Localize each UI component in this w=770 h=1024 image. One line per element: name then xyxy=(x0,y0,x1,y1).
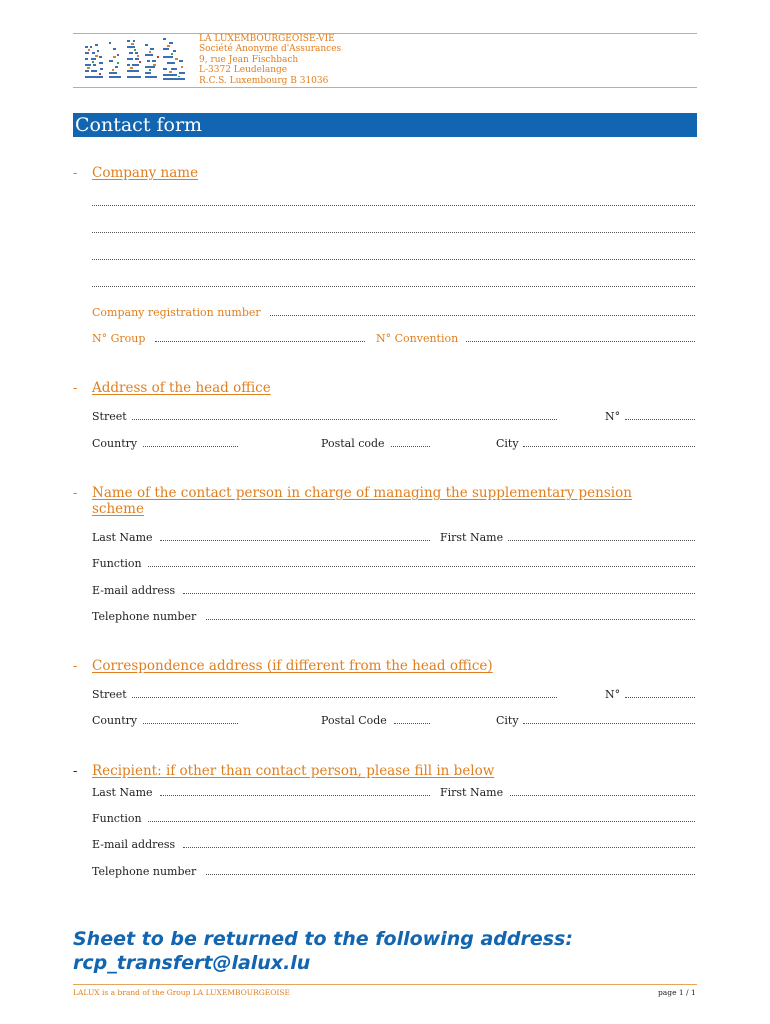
return-email-link[interactable]: rcp_transfert@lalux.lu xyxy=(73,952,311,974)
city-label: City xyxy=(496,437,519,450)
company-street-line: 9, rue Jean Fischbach xyxy=(199,54,299,65)
recipient-function-field[interactable] xyxy=(148,821,695,822)
registration-number-label: Company registration number xyxy=(92,306,261,319)
corr-country-field[interactable] xyxy=(143,723,238,724)
footer-rule xyxy=(73,984,697,985)
section-heading-company: Company name xyxy=(92,165,199,181)
corr-city-label: City xyxy=(496,714,519,727)
company-name-line: LA LUXEMBOURGEOISE-VIE xyxy=(199,34,335,44)
company-name-line-1[interactable] xyxy=(92,205,695,206)
email-label: E-mail address xyxy=(92,584,176,597)
group-number-label: N° Group xyxy=(92,332,146,345)
first-name-label: First Name xyxy=(440,531,504,544)
recipient-first-name-field[interactable] xyxy=(510,795,695,796)
company-city-line: L-3372 Leudelange xyxy=(199,65,288,76)
first-name-field[interactable] xyxy=(508,540,695,541)
recipient-phone-field[interactable] xyxy=(206,874,695,875)
convention-number-field[interactable] xyxy=(466,341,695,342)
recipient-first-name-label: First Name xyxy=(440,786,504,799)
function-field[interactable] xyxy=(148,566,695,567)
phone-label: Telephone number xyxy=(92,610,197,623)
company-name-line-2[interactable] xyxy=(92,232,695,233)
postal-code-label: Postal code xyxy=(321,437,385,450)
phone-field[interactable] xyxy=(206,619,695,620)
page-title: Contact form xyxy=(75,114,203,136)
recipient-function-label: Function xyxy=(92,812,142,825)
company-name-line-3[interactable] xyxy=(92,259,695,260)
company-address-block xyxy=(199,34,341,86)
page-number: page 1 / 1 xyxy=(658,988,696,997)
registration-number-field[interactable] xyxy=(270,315,695,316)
lalux-logo-icon xyxy=(83,36,187,82)
street-field[interactable] xyxy=(132,419,557,420)
corr-street-number-field[interactable] xyxy=(625,697,695,698)
street-label: Street xyxy=(92,410,127,423)
section-bullet: - xyxy=(73,166,78,181)
corr-street-label: Street xyxy=(92,688,127,701)
section-bullet: - xyxy=(73,764,78,779)
email-field[interactable] xyxy=(183,593,695,594)
group-number-field[interactable] xyxy=(155,341,365,342)
section-bullet: - xyxy=(73,659,78,674)
last-name-label: Last Name xyxy=(92,531,153,544)
recipient-last-name-label: Last Name xyxy=(92,786,153,799)
company-name-line-4[interactable] xyxy=(92,286,695,287)
company-rcs-line: R.C.S. Luxembourg B 31036 xyxy=(199,75,329,86)
section-heading-contact-line2: scheme xyxy=(92,501,144,517)
company-type-line: Société Anonyme d'Assurances xyxy=(199,44,342,55)
recipient-phone-label: Telephone number xyxy=(92,865,197,878)
section-heading-contact-line1: Name of the contact person in charge of managing the supplementary pension xyxy=(92,485,632,501)
street-number-field[interactable] xyxy=(625,419,695,420)
section-heading-correspondence: Correspondence address (if different from the head office) xyxy=(92,658,493,674)
return-notice-text: Sheet to be returned to the following address: xyxy=(73,928,573,950)
corr-street-field[interactable] xyxy=(132,697,557,698)
recipient-email-field[interactable] xyxy=(183,847,695,848)
corr-postal-code-field[interactable] xyxy=(394,723,430,724)
corr-city-field[interactable] xyxy=(523,723,695,724)
corr-country-label: Country xyxy=(92,714,138,727)
function-label: Function xyxy=(92,557,142,570)
footer-brand: LALUX is a brand of the Group LA LUXEMBOURGEOISE xyxy=(73,988,290,997)
section-heading-recipient: Recipient: if other than contact person, please fill in below xyxy=(92,763,495,779)
return-notice xyxy=(73,927,573,975)
section-bullet: - xyxy=(73,486,78,501)
last-name-field[interactable] xyxy=(160,540,430,541)
postal-code-field[interactable] xyxy=(391,446,430,447)
section-bullet: - xyxy=(73,381,78,396)
city-field[interactable] xyxy=(523,446,695,447)
country-label: Country xyxy=(92,437,138,450)
country-field[interactable] xyxy=(143,446,238,447)
header-top-rule xyxy=(73,33,697,34)
recipient-last-name-field[interactable] xyxy=(160,795,430,796)
title-banner xyxy=(73,113,697,137)
recipient-email-label: E-mail address xyxy=(92,838,176,851)
convention-number-label: N° Convention xyxy=(376,332,459,345)
section-heading-head-office: Address of the head office xyxy=(92,380,271,396)
street-number-label: N° xyxy=(605,410,621,423)
corr-postal-code-label: Postal Code xyxy=(321,714,387,727)
header-bottom-rule xyxy=(73,87,697,88)
corr-street-number-label: N° xyxy=(605,688,621,701)
